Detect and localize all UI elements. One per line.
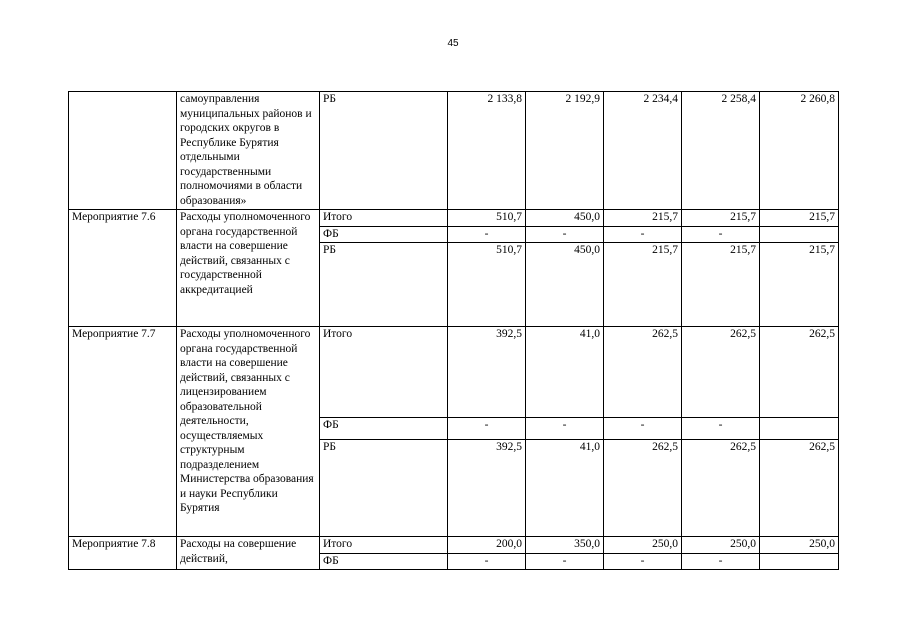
value-cell: - [526,418,604,440]
value-cell: 450,0 [526,210,604,227]
value-cell: 215,7 [604,210,682,227]
source-cell: Итого [320,210,448,227]
value-cell: 2 260,8 [760,92,839,210]
description-cell: самоуправления муниципальных районов и городских округов в Республике Бурятия отдельными государственными полномочиями в области образования» [177,92,320,210]
value-cell: 41,0 [526,440,604,537]
value-cell: - [682,554,760,570]
value-cell: 200,0 [448,537,526,554]
value-cell: 215,7 [760,210,839,227]
table-row [69,210,839,227]
description-cell: Расходы уполномоченного органа государственной власти на совершение действий, связанных с государственной аккредитацией [177,210,320,327]
value-cell: 250,0 [760,537,839,554]
value-cell: 350,0 [526,537,604,554]
value-cell: 510,7 [448,210,526,227]
value-cell: - [448,227,526,243]
value-cell: 2 192,9 [526,92,604,210]
value-cell: 2 258,4 [682,92,760,210]
value-cell: 215,7 [682,243,760,327]
source-cell: ФБ [320,418,448,440]
source-cell: ФБ [320,227,448,243]
value-cell: 262,5 [682,440,760,537]
value-cell: - [604,554,682,570]
value-cell: 215,7 [760,243,839,327]
value-cell: 262,5 [760,440,839,537]
source-cell: Итого [320,537,448,554]
value-cell: - [448,554,526,570]
event-cell [69,92,177,210]
source-cell: РБ [320,243,448,327]
value-cell: 250,0 [604,537,682,554]
budget-table [68,91,839,570]
value-cell: - [682,227,760,243]
description-cell: Расходы на совершение действий, [177,537,320,570]
value-cell: - [604,227,682,243]
value-cell: 510,7 [448,243,526,327]
event-cell: Мероприятие 7.8 [69,537,177,570]
value-cell: 262,5 [604,440,682,537]
table-row [69,92,839,210]
value-cell [760,554,839,570]
value-cell: 215,7 [604,243,682,327]
value-cell: 41,0 [526,327,604,418]
value-cell: - [526,554,604,570]
value-cell [760,418,839,440]
value-cell: 262,5 [604,327,682,418]
value-cell: - [526,227,604,243]
source-cell: РБ [320,92,448,210]
value-cell: 392,5 [448,440,526,537]
source-cell: ФБ [320,554,448,570]
event-cell: Мероприятие 7.6 [69,210,177,327]
page-number: 45 [447,38,459,49]
value-cell: - [604,418,682,440]
value-cell: - [448,418,526,440]
value-cell: 392,5 [448,327,526,418]
event-cell: Мероприятие 7.7 [69,327,177,537]
value-cell: 250,0 [682,537,760,554]
table-row [69,327,839,418]
table-row [69,537,839,554]
value-cell: 262,5 [760,327,839,418]
source-cell: Итого [320,327,448,418]
value-cell: 2 133,8 [448,92,526,210]
value-cell: 450,0 [526,243,604,327]
value-cell: - [682,418,760,440]
source-cell: РБ [320,440,448,537]
value-cell: 2 234,4 [604,92,682,210]
value-cell: 215,7 [682,210,760,227]
value-cell [760,227,839,243]
description-cell: Расходы уполномоченного органа государственной власти на совершение действий, связанных с лицензированием образовательной деятельности, осуществляемых структурным подразделением Министерства образования и науки Республики Бурятия [177,327,320,537]
value-cell: 262,5 [682,327,760,418]
